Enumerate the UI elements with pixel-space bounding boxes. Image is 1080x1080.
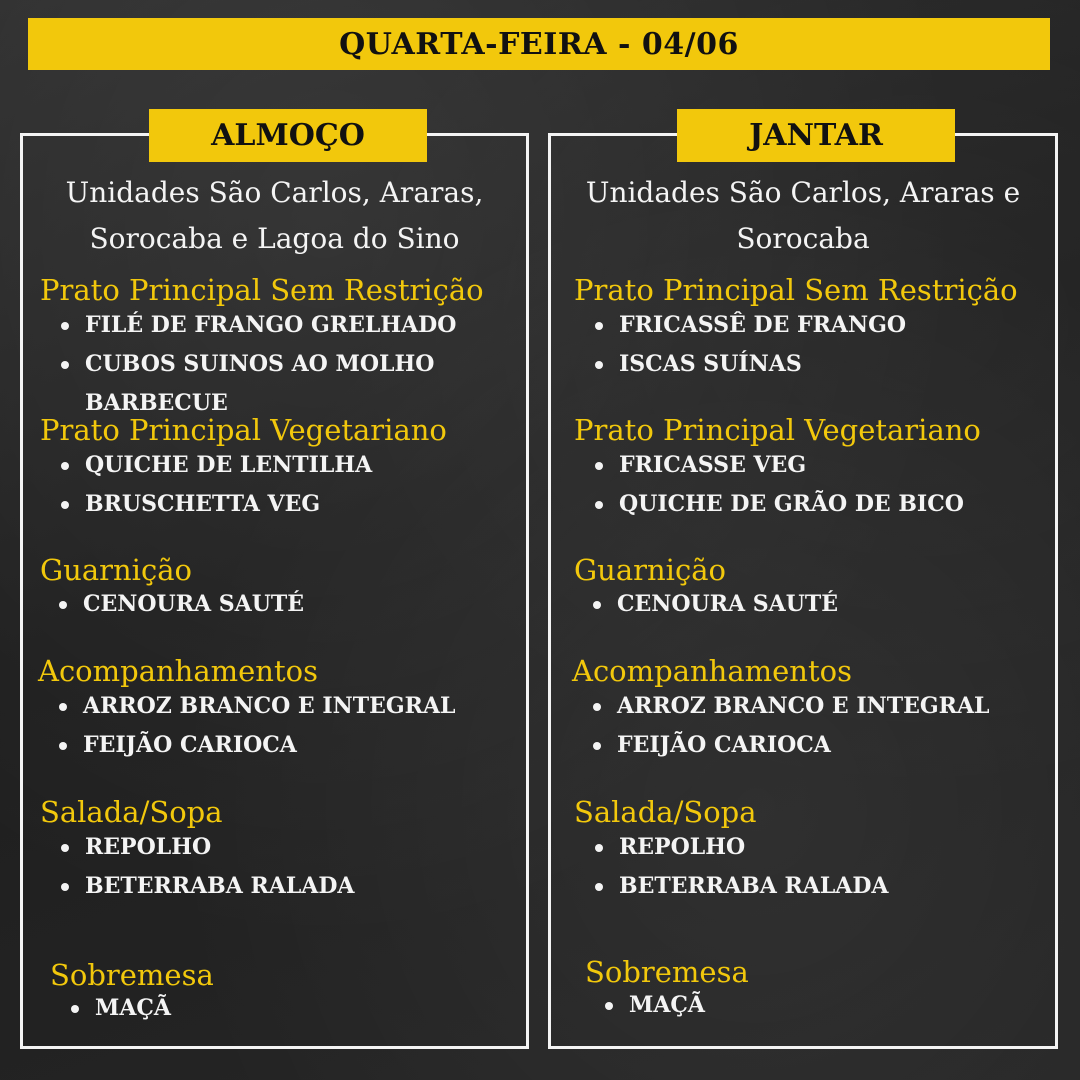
dinner-accomp-heading: Acompanhamentos [572, 654, 852, 688]
dinner-main-list [595, 306, 906, 384]
dinner-title: JANTAR [677, 109, 955, 162]
list-item: ARROZ BRANCO E INTEGRAL [59, 687, 456, 726]
lunch-veg-heading: Prato Principal Vegetariano [40, 413, 447, 447]
dinner-salad-heading: Salada/Sopa [574, 795, 757, 829]
list-item: REPOLHO [595, 828, 889, 867]
list-item: FEIJÃO CARIOCA [59, 726, 456, 765]
lunch-title: ALMOÇO [149, 109, 427, 162]
dinner-units [551, 170, 1055, 262]
dinner-veg-list [595, 446, 964, 524]
lunch-accomp-list [59, 687, 456, 765]
dinner-dessert-list [605, 986, 705, 1025]
list-item: CUBOS SUINOS AO MOLHO [61, 345, 456, 384]
list-item: CENOURA SAUTÉ [593, 585, 838, 624]
dinner-units-line1: Unidades São Carlos, Araras e [585, 176, 1021, 209]
list-item: REPOLHO [61, 828, 355, 867]
lunch-side-heading: Guarnição [40, 553, 192, 587]
list-item: MAÇÃ [71, 989, 171, 1028]
list-item: FRICASSE VEG [595, 446, 964, 485]
list-item: QUICHE DE GRÃO DE BICO [595, 485, 964, 524]
day-title: QUARTA-FEIRA - 04/06 [339, 26, 739, 62]
day-banner [28, 18, 1050, 70]
dinner-main-heading: Prato Principal Sem Restrição [574, 273, 1018, 307]
lunch-side-list [59, 585, 304, 624]
list-item: ISCAS SUÍNAS [595, 345, 906, 384]
list-item: ARROZ BRANCO E INTEGRAL [593, 687, 990, 726]
lunch-veg-list [61, 446, 372, 524]
lunch-units [23, 170, 526, 262]
dinner-accomp-list [593, 687, 990, 765]
dinner-salad-list [595, 828, 889, 906]
list-item: FEIJÃO CARIOCA [593, 726, 990, 765]
dinner-side-heading: Guarnição [574, 553, 726, 587]
lunch-salad-list [61, 828, 355, 906]
lunch-main-heading: Prato Principal Sem Restrição [40, 273, 484, 307]
list-item-continuation: BARBECUE [85, 390, 228, 416]
dinner-side-list [593, 585, 838, 624]
list-item: QUICHE DE LENTILHA [61, 446, 372, 485]
lunch-units-line2: Sorocaba e Lagoa do Sino [89, 222, 460, 255]
list-item: CENOURA SAUTÉ [59, 585, 304, 624]
lunch-panel [20, 118, 529, 1049]
lunch-units-line1: Unidades São Carlos, Araras, [65, 176, 484, 209]
lunch-salad-heading: Salada/Sopa [40, 795, 223, 829]
dinner-veg-heading: Prato Principal Vegetariano [574, 413, 981, 447]
list-item: FRICASSÊ DE FRANGO [595, 306, 906, 345]
list-item: BETERRABA RALADA [61, 867, 355, 906]
lunch-main-list [61, 306, 456, 423]
list-item: BRUSCHETTA VEG [61, 485, 372, 524]
dinner-panel [548, 118, 1058, 1049]
dinner-dessert-heading: Sobremesa [585, 955, 749, 989]
list-item: MAÇÃ [605, 986, 705, 1025]
dinner-units-line2: Sorocaba [736, 222, 870, 255]
lunch-accomp-heading: Acompanhamentos [38, 654, 318, 688]
list-item: FILÉ DE FRANGO GRELHADO [61, 306, 456, 345]
lunch-dessert-list [71, 989, 171, 1028]
list-item: BETERRABA RALADA [595, 867, 889, 906]
lunch-dessert-heading: Sobremesa [50, 958, 214, 992]
